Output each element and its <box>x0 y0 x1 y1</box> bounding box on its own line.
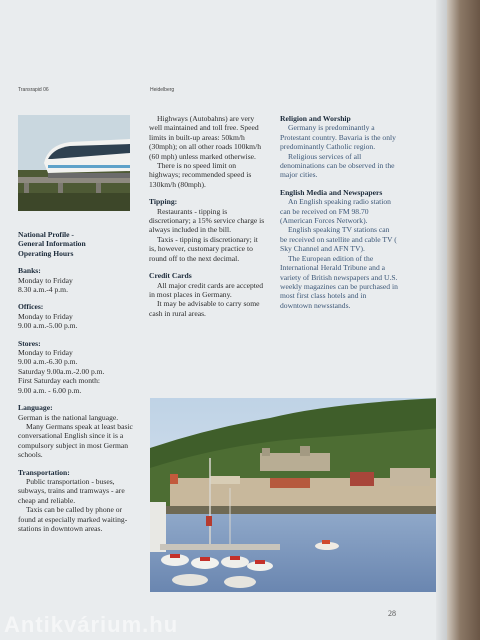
credit-cards-paragraph-1: All major credit cards are accepted in most places in Germany. <box>149 280 264 299</box>
heidelberg-illustration <box>150 398 442 592</box>
photo-caption-transrapid: Transrapid 06 <box>18 87 49 93</box>
offices-line: 9.00 a.m.-5.00 p.m. <box>18 321 78 331</box>
stores-heading: Stores: <box>18 338 41 348</box>
credit-cards-heading: Credit Cards <box>149 271 192 281</box>
language-paragraph-1: German is the national language. <box>18 412 119 422</box>
heidelberg-photo <box>150 398 442 592</box>
language-heading: Language: <box>18 403 53 413</box>
stores-line: Monday to Friday <box>18 348 73 358</box>
profile-title-2: General Information <box>18 239 86 249</box>
book-edge <box>447 0 480 640</box>
transrapid-illustration <box>18 115 130 211</box>
tipping-paragraph-1: Restaurants - tipping is discretionary; a 15% service charge is always included in the bill. <box>149 206 265 235</box>
media-paragraph-1: An English speaking radio station can be received on FM 98.70 (American Forces Network). <box>280 197 391 226</box>
left-column <box>18 230 136 533</box>
media-heading: English Media and Newspapers <box>280 187 383 197</box>
tipping-paragraph-2: Taxis - tipping is discretionary; it is, however, customary practice to round off to the next decimal. <box>149 234 258 263</box>
religion-paragraph-1: Germany is predominantly a Protestant country. Bavaria is the only predominantly Catholic region. <box>280 123 396 152</box>
profile-title-3: Operating Hours <box>18 248 74 258</box>
middle-column <box>149 114 265 318</box>
watermark-text: Antikvárium.hu <box>4 612 179 637</box>
media-paragraph-2: English speaking TV stations can be received on satellite and cable TV ( Sky Channel and AFN TV). <box>280 225 397 254</box>
transportation-paragraph-1: Public transportation - buses, subways, trains and tramways - are cheap and reliable. <box>18 476 125 505</box>
page-spine-shadow <box>436 0 447 640</box>
profile-title-1: National Profile - <box>18 230 74 239</box>
highways-paragraph-2: There is no speed limit on highways; recommended speed is 130km/h (80mph). <box>149 161 252 189</box>
page-number: 28 <box>388 609 396 618</box>
transportation-heading: Transportation: <box>18 467 70 477</box>
stores-line: 9.00 a.m.-6.30 p.m. <box>18 357 78 367</box>
offices-line: Monday to Friday <box>18 311 73 321</box>
banks-line: Monday to Friday <box>18 275 73 285</box>
language-paragraph-2: Many Germans speak at least basic conversational English since it is a compulsory subject in most German schools. <box>18 421 133 460</box>
stores-line: 9.00 a.m. - 6.00 p.m. <box>18 385 82 395</box>
tipping-heading: Tipping: <box>149 197 178 207</box>
banks-line: 8.30 a.m.-4 p.m. <box>18 285 68 295</box>
credit-cards-paragraph-2: It may be advisable to carry some cash in rural areas. <box>149 299 260 318</box>
banks-heading: Banks: <box>18 266 41 276</box>
transrapid-photo <box>18 115 130 211</box>
right-column <box>280 114 398 310</box>
transportation-paragraph-2: Taxis can be called by phone or found at especially marked waiting-stations in downtown areas. <box>18 505 128 533</box>
stores-line: First Saturday each month: <box>18 376 101 386</box>
religion-heading: Religion and Worship <box>280 114 351 123</box>
religion-paragraph-2: Religious services of all denominations can be observed in the major cities. <box>280 151 395 180</box>
photo-caption-heidelberg: Heidelberg <box>150 87 175 93</box>
stores-line: Saturday 9.00a.m.-2.00 p.m. <box>18 366 105 376</box>
media-paragraph-3: The European edition of the International Herald Tribune and a variety of British newspapers and U.S. weekly magazines can be purchased in most first class hotels and in downtown newsstands. <box>280 253 398 310</box>
highways-paragraph-1: Highways (Autobahns) are very well maintained and toll free. Speed limits in built-up areas: 50km/h (30mph); on all other roads 100km/h (60 mph) unless marked otherwise. <box>149 114 261 161</box>
offices-heading: Offices: <box>18 302 44 312</box>
